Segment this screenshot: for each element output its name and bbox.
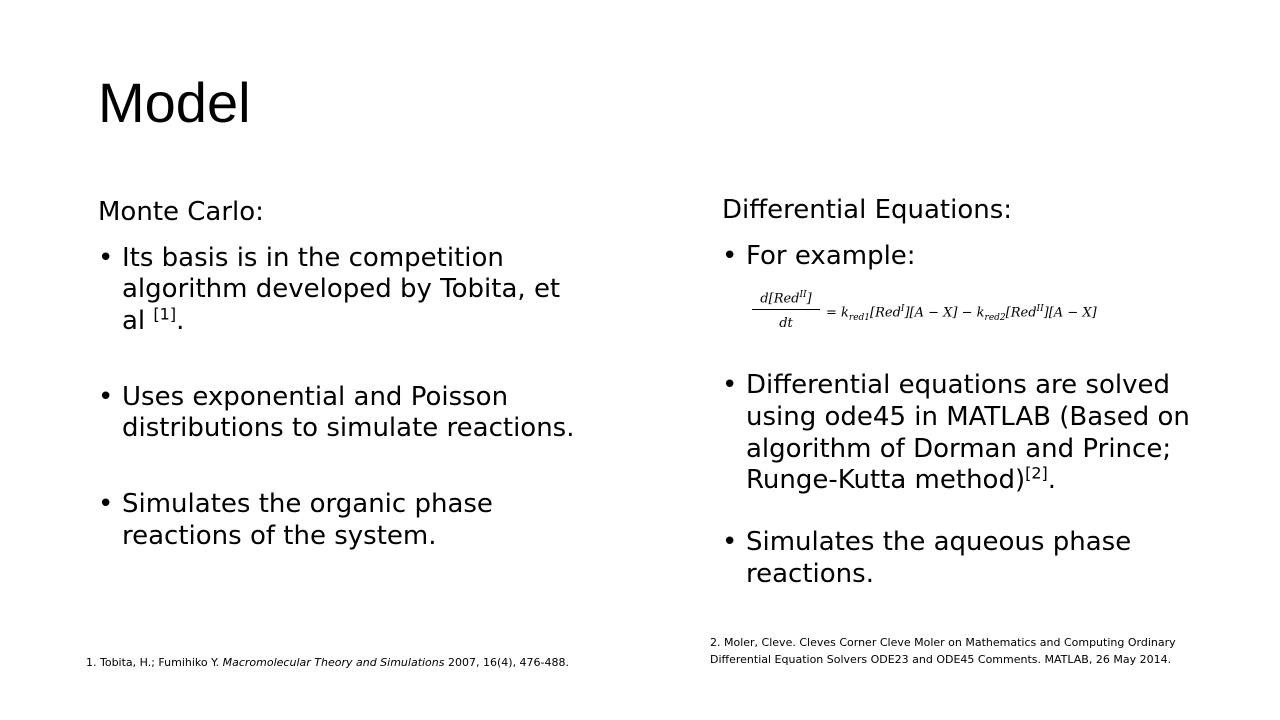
list-item [98,382,578,445]
slide-title: Model [98,71,251,134]
monte-carlo-column [98,196,578,553]
citation-marker: [2] [1025,463,1048,483]
bullet-icon: • [98,242,114,273]
bullet-icon: • [98,489,114,520]
list-item-text: Simulates the aqueous phase reactions. [746,527,1132,589]
list-item [98,243,578,338]
equation-right-hand-side: = $k_{red1}[Red^I][A - X] - k_{red2}[Red^{II}][A - X]$ [826,304,1097,324]
bullet-icon: • [722,370,738,401]
example-label: For example: [746,240,916,271]
bullet-icon: • [98,381,114,412]
journal-title: Macromolecular Theory and Simulations [222,656,445,669]
list-item-punctuation: . [1047,465,1057,496]
list-item-text: Simulates the organic phase reactions of the system. [122,489,493,551]
citation-marker: [1] [153,304,177,324]
list-item [722,527,1202,590]
rate-equation [752,290,1202,340]
reference-1: 1. Tobita, H.; Fumihiko Y. Macromolecular Theory and Simulations 2007, 16(4), 476-488. [86,656,570,669]
reference-2: 2. Moler, Cleve. Cleves Corner Cleve Moler on Mathematics and Computing Ordinary Differential Equation Solvers ODE23 and ODE45 Comments. MATLAB, 26 May 2014. [710,636,1176,667]
bullet-icon: • [722,527,738,558]
list-item-punctuation: . [176,305,185,336]
list-item [722,370,1202,497]
list-item [98,489,578,552]
list-item-text: Differential equations are solved using ode45 in MATLAB (Based on algorithm of Dorman and Prince; Runge-Kutta method) [746,370,1190,496]
differential-equations-column [722,194,1202,591]
list-item [722,241,1202,273]
bullet-icon: • [722,240,738,271]
differential-equations-heading: Differential Equations: [722,195,1013,225]
equation-numerator: d[Red$^{II}$] [752,290,820,309]
list-item-text: Uses exponential and Poisson distributions to simulate reactions. [122,381,575,444]
equation-denominator: dt [779,316,793,332]
list-item-text: Its basis is in the competition algorithm developed by Tobita, et al [122,242,561,336]
monte-carlo-heading: Monte Carlo: [98,197,264,227]
